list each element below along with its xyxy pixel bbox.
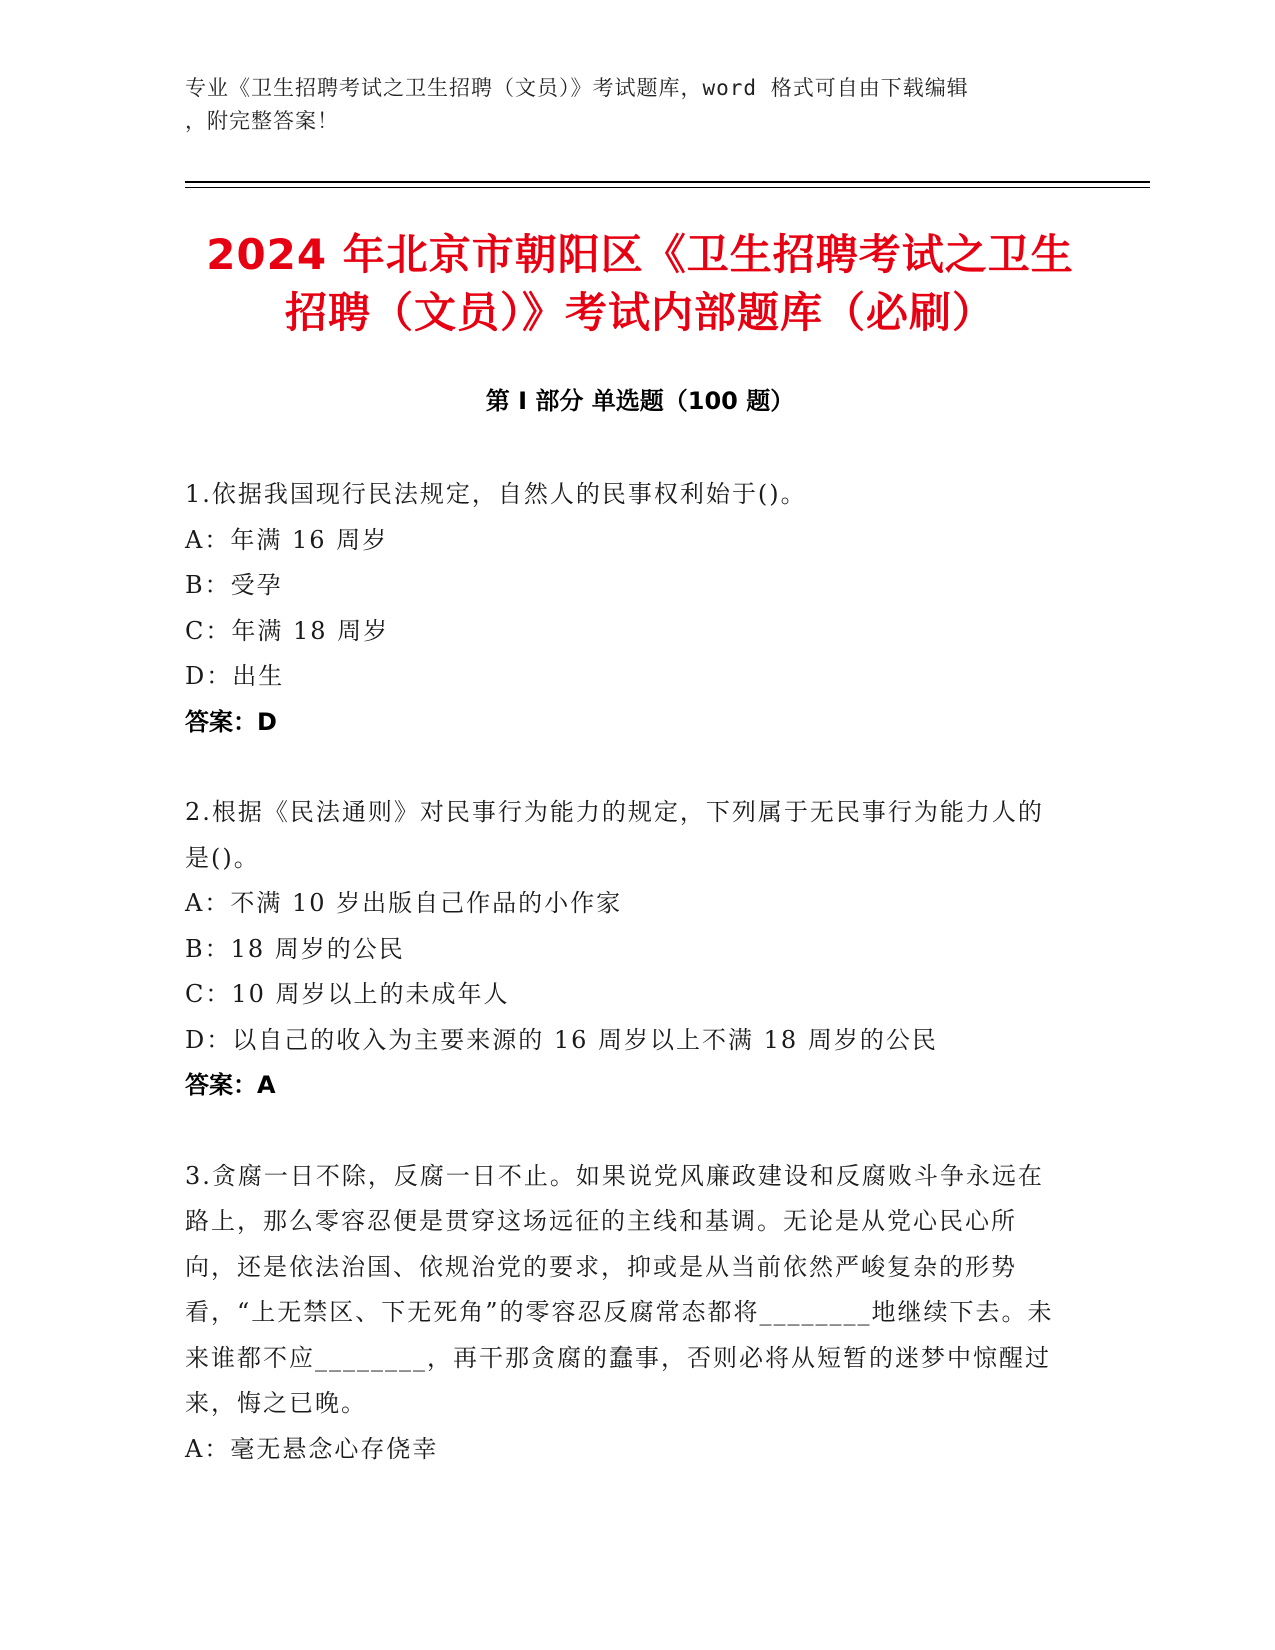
- header-note: [185, 72, 1085, 138]
- answer-label: 答案：D: [185, 707, 277, 736]
- option-c: C：年满 18 周岁: [185, 616, 390, 645]
- header-note-line2: ，附完整答案！: [185, 109, 339, 133]
- option-d: D：以自己的收入为主要来源的 16 周岁以上不满 18 周岁的公民: [185, 1025, 938, 1054]
- question-stem: 3.贪腐一日不除，反腐一日不止。如果说党风廉政建设和反腐败斗争永远在路上，那么零容忍便是贯穿这场远征的主线和基调。无论是从党心民心所向，还是依法治国、依规治党的要求，抑或是从当前依然严峻复杂的形势看，“上无禁区、下无死角”的零容忍反腐常态都将________地继续下去。未来谁都不应________，再干那贪腐的蠢事，否则必将从短暂的迷梦中惊醒过来，悔之已晚。: [185, 1161, 1054, 1417]
- header-rule-thick: [185, 181, 1150, 183]
- question-stem: 2.根据《民法通则》对民事行为能力的规定，下列属于无民事行为能力人的是()。: [185, 798, 1044, 872]
- question-stem: 1.依据我国现行民法规定，自然人的民事权利始于()。: [185, 480, 807, 508]
- answer-label: 答案：A: [185, 1071, 276, 1099]
- question-3: [185, 1154, 1055, 1473]
- document-title-line1: 2024 年北京市朝阳区《卫生招聘考试之卫生: [206, 230, 1074, 279]
- option-a: A：年满 16 周岁: [185, 525, 389, 554]
- option-b: B：受孕: [185, 571, 283, 599]
- question-2: [185, 790, 1055, 1109]
- header-note-line1: 专业《卫生招聘考试之卫生招聘（文员）》考试题库，word 格式可自由下载编辑: [185, 76, 969, 100]
- question-1: [185, 472, 1055, 745]
- header-rule-thin: [185, 187, 1150, 188]
- document-title: [185, 226, 1095, 342]
- question-list: [185, 472, 1055, 1517]
- option-b: B：18 周岁的公民: [185, 934, 405, 963]
- section-heading: 第 I 部分 单选题（100 题）: [485, 387, 795, 415]
- option-c: C：10 周岁以上的未成年人: [185, 980, 510, 1008]
- option-a: A：毫无悬念心存侥幸: [185, 1434, 439, 1463]
- option-d: D：出生: [185, 662, 285, 690]
- document-title-line2: 招聘（文员）》考试内部题库（必刷）: [284, 288, 995, 337]
- option-a: A：不满 10 岁出版自己作品的小作家: [185, 889, 623, 917]
